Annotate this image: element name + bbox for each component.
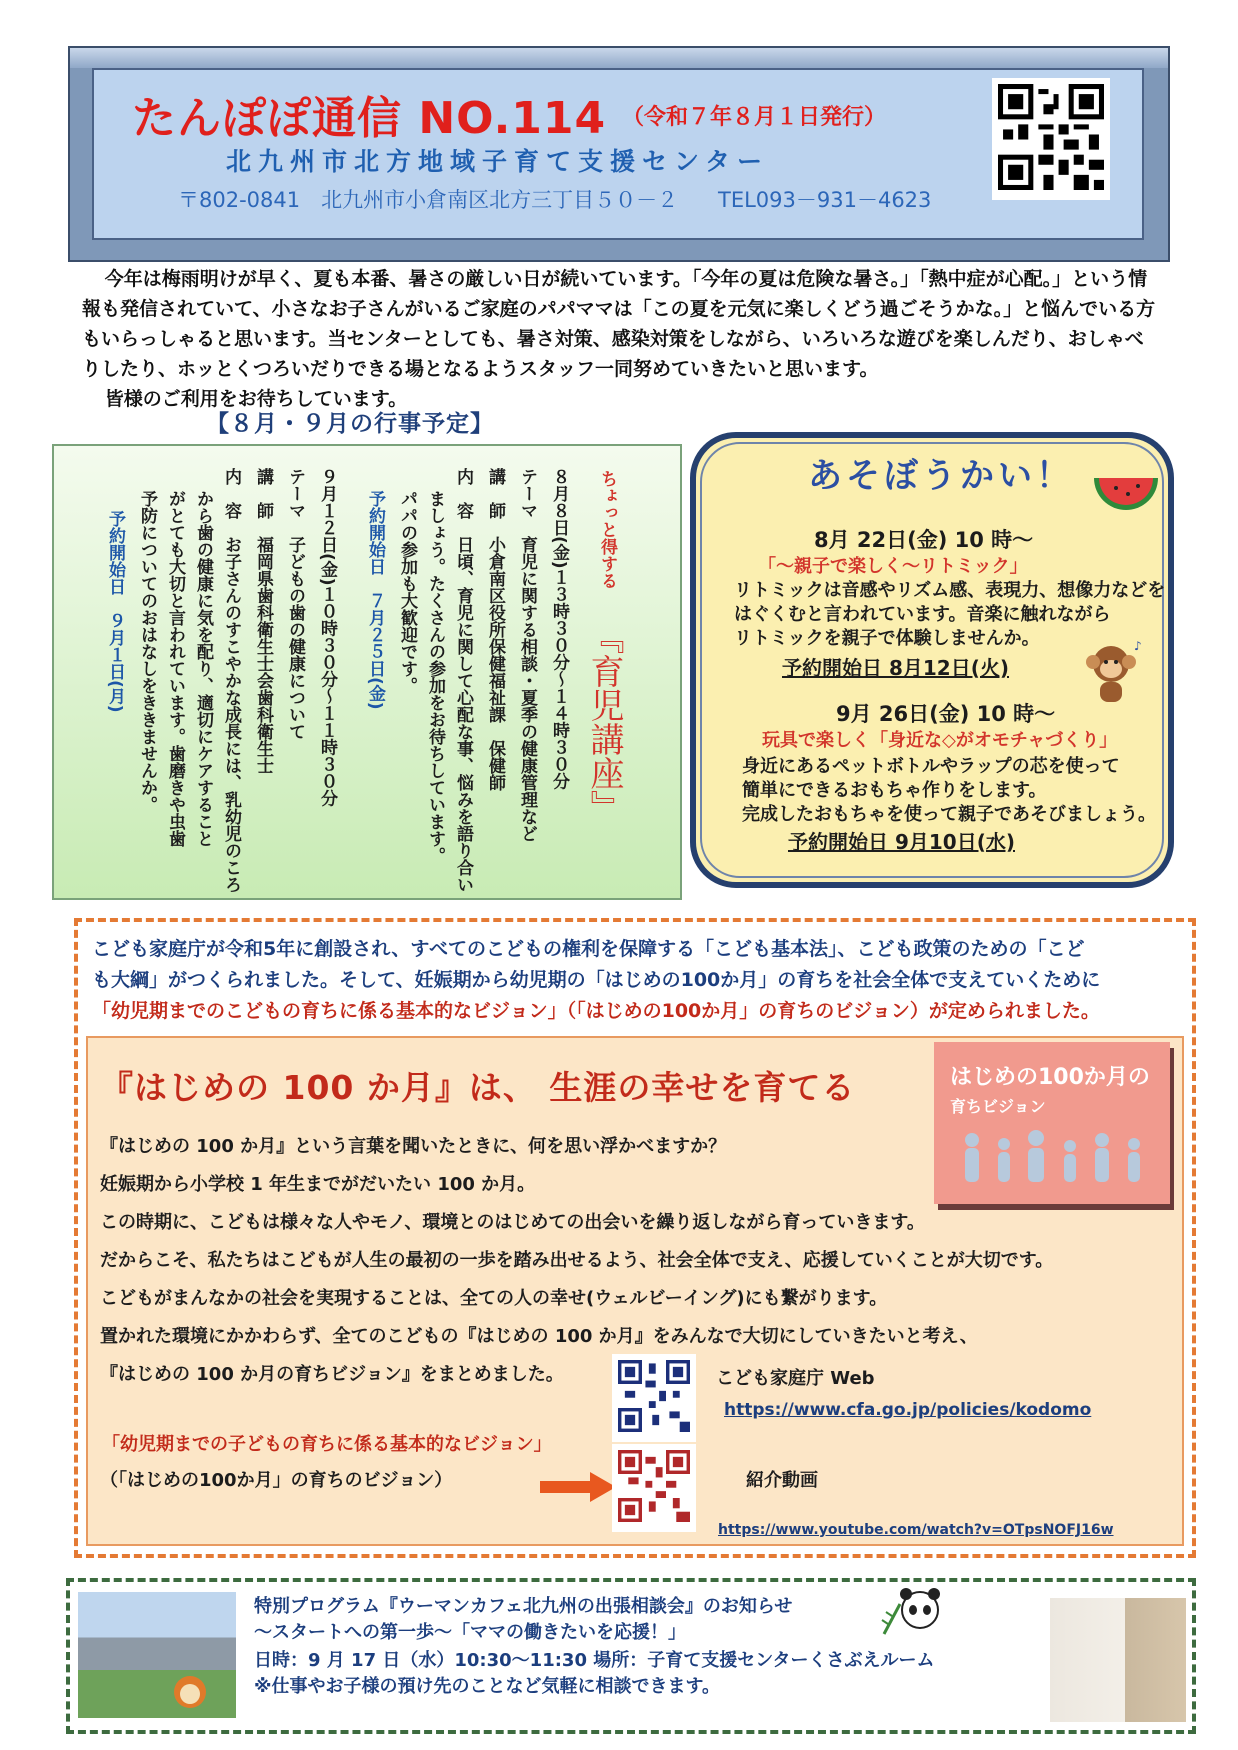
- woman-cafe-line-4: ※仕事やお子様の預け先のことなど気軽に相談できます。: [254, 1676, 721, 1697]
- event2-name: 玩具で楽しく「身近な◇がオモチャづくり」: [762, 730, 1118, 751]
- header-qr-code[interactable]: [992, 78, 1110, 200]
- qr-code-icon: [998, 84, 1104, 190]
- web-label: こども家庭庁 Web: [716, 1368, 875, 1389]
- schedule-date-1: ８月８日(金)１３時３０分～１４時３０分: [549, 468, 569, 790]
- schedule-content-2d: 予防についてのおはなしをききませんか。: [137, 490, 157, 813]
- video-url-link[interactable]: https://www.youtube.com/watch?v=OTpsNOFJ16w: [718, 1522, 1114, 1538]
- event1-desc-2: はぐくむと言われています。音楽に触れながら: [734, 604, 1111, 625]
- video-qr-code[interactable]: [612, 1444, 696, 1532]
- body-line-2: 妊娠期から小学校 1 年生までがだいたい 100 か月。: [100, 1174, 536, 1195]
- event1-reserve: 予約開始日 8月12日(火): [782, 656, 1009, 680]
- schedule-content-1a: 内 容 日頃、育児に関して心配な事、悩みを語り合い: [453, 468, 473, 893]
- schedule-theme-2: テーマ 子どもの歯の健康について: [285, 468, 305, 740]
- header-bevel: [70, 48, 1168, 68]
- schedule-content-1c: パパの参加も大歓迎です。: [397, 490, 417, 694]
- web-qr-code[interactable]: [612, 1354, 696, 1442]
- qr-code-icon: [618, 1450, 690, 1522]
- address: 〒802-0841 北九州市小倉南区北方三丁目５０－２: [178, 188, 679, 212]
- room-photo: [1050, 1598, 1186, 1722]
- kodomo-lead-3: 「幼児期までのこどもの育ちに係る基本的なビジョン」（「はじめの100か月」の育ちのビジョン）が定められました。: [92, 1000, 1100, 1022]
- schedule-content-2a: 内 容 お子さんのすこやかな成長には、乳幼児のころ: [221, 468, 241, 893]
- schedule-content-1b: ましょう。たくさんの参加をお待ちしています。: [425, 490, 445, 864]
- body-line-7: 『はじめの 100 か月の育ちビジョン』をまとめました。: [100, 1364, 564, 1385]
- asobou-title: あそぼうかい！: [808, 456, 1074, 496]
- hundred-months-title: 『はじめの 100 か月』は、 生涯の幸せを育てる: [100, 1068, 856, 1107]
- schedule-reserve-2: 予約開始日 ９月１日(月): [105, 510, 125, 713]
- body-line-6: 置かれた環境にかかわらず、全てのこどもの『はじめの 100 か月』をみんなで大切にしていきたいと考え、: [100, 1326, 978, 1347]
- kodomo-lead-2: も大綱」がつくられました。そして、妊娠期から幼児期の「はじめの100か月」の育ちを社会全体で支えていくために: [92, 969, 1101, 991]
- vision-name-1: 「幼児期までの子どもの育ちに係る基本的なビジョン」: [102, 1434, 552, 1455]
- newsletter-title: たんぽぽ通信 NO.114: [132, 93, 607, 144]
- woman-cafe-line-3: 日時：9 月 17 日（水）10:30～11:30 場所：子育て支援センターくさぶえルーム: [254, 1650, 935, 1671]
- intro-closing: 皆様のご利用をお待ちしています。: [104, 388, 408, 410]
- schedule-theme-1: テーマ 育児に関する相談・夏季の健康管理など: [517, 468, 537, 842]
- event2-desc-3: 完成したおもちゃを使って親子であそびましょう。: [742, 804, 1156, 825]
- event1-date: 8月 22日(金) 10 時～: [814, 528, 1034, 552]
- svg-text:♪: ♪: [1134, 639, 1142, 653]
- event2-desc-2: 簡単にできるおもちゃ作りをします。: [742, 780, 1047, 801]
- book-subtitle: 育ちビジョン: [950, 1097, 1046, 1116]
- mascot-icon: [170, 1672, 210, 1712]
- event2-date: 9月 26日(金) 10 時～: [836, 702, 1056, 726]
- event-title: 『育児講座』: [584, 620, 624, 824]
- schedule-lecturer-1: 講 師 小倉南区役所保健福祉課 保健師: [485, 468, 505, 791]
- schedule-lecturer-2: 講 師 福岡県歯科衛生士会歯科衛生士: [253, 468, 273, 774]
- web-url-link[interactable]: https://www.cfa.go.jp/policies/kodomo: [724, 1400, 1092, 1420]
- event2-reserve: 予約開始日 9月10日(水): [788, 830, 1015, 854]
- qr-code-icon: [618, 1360, 690, 1432]
- schedule-sub: ちょっと得する: [597, 470, 617, 589]
- body-line-4: だからこそ、私たちはこどもが人生の最初の一歩を踏み出せるよう、社会全体で支え、応援していくことが大切です。: [100, 1250, 1054, 1271]
- event2-desc-1: 身近にあるペットボトルやラップの芯を使って: [742, 756, 1120, 777]
- kodomo-lead-1: こども家庭庁が令和5年に創設され、すべてのこどもの権利を保障する「こども基本法」、こども政策のための「こど: [92, 938, 1085, 960]
- body-line-1: 『はじめの 100 か月』という言葉を聞いたときに、何を思い浮かべますか？: [100, 1136, 727, 1157]
- intro-text: [82, 264, 1156, 414]
- woman-cafe-line-1: 特別プログラム『ウーマンカフェ北九州の出張相談会』のお知らせ: [254, 1596, 793, 1617]
- schedule-reserve-1: 予約開始日 ７月２５日(金): [365, 490, 385, 710]
- schedule-heading: 【８月・９月の行事予定】: [206, 411, 494, 437]
- watermelon-icon: [1090, 468, 1162, 524]
- intro-paragraph: 今年は梅雨明けが早く、夏も本番、暑さの厳しい日が続いています。「今年の夏は危険な暑さ。」「熱中症が心配。」という情報も発信されていて、小さなお子さんがいるご家庭のパパママは「この夏を元気に楽しくどう過ごそうかな。」と悩んでいる方もいらっしゃると思います。当センターとしても、暑さ対策、感染対策をしながら、いろいろな遊びを楽しんだり、おしゃべりしたり、ホッとくつろいだりできる場となるようスタッフ一同努めていきたいと思います。: [82, 268, 1156, 380]
- arrow-right-icon: [538, 1470, 618, 1504]
- issue-date: （令和７年８月１日発行）: [622, 105, 887, 130]
- vision-name-2: （「はじめの100か月」の育ちのビジョン）: [100, 1470, 453, 1491]
- woman-cafe-line-2: ～スタートへの第一歩～「ママの働きたいを応援！」: [254, 1622, 686, 1643]
- video-label: 紹介動画: [746, 1470, 818, 1491]
- book-title: はじめの100か月の: [950, 1065, 1150, 1090]
- monkey-icon: [1076, 638, 1146, 706]
- schedule-content-2b: から歯の健康に気を配り、適切にケアすること: [193, 490, 213, 847]
- people-illustration-icon: [952, 1128, 1152, 1188]
- event1-desc-3: リトミックを親子で体験しませんか。: [734, 628, 1040, 649]
- panda-icon: [880, 1584, 950, 1640]
- organization-name: 北九州市北方地域子育て支援センター: [226, 147, 770, 176]
- building-photo: [78, 1592, 236, 1718]
- kodomo-lead: [92, 934, 1182, 1027]
- schedule-date-2: ９月１２日(金)１０時３０分～１１時３０分: [317, 468, 337, 807]
- schedule-content-2c: がとても大切と言われています。歯磨きや虫歯: [165, 490, 185, 847]
- telephone: TEL093－931－4623: [718, 188, 932, 212]
- body-line-5: こどもがまんなかの社会を実現することは、全ての人の幸せ(ウェルビーイング)にも繋がります。: [100, 1288, 888, 1309]
- event1-name: 「～親子で楽しく～リトミック」: [758, 556, 1028, 577]
- event1-desc-1: リトミックは音感やリズム感、表現力、想像力などを: [734, 580, 1166, 601]
- body-line-3: この時期に、こどもは様々な人やモノ、環境とのはじめての出会いを繰り返しながら育っていきます。: [100, 1212, 925, 1233]
